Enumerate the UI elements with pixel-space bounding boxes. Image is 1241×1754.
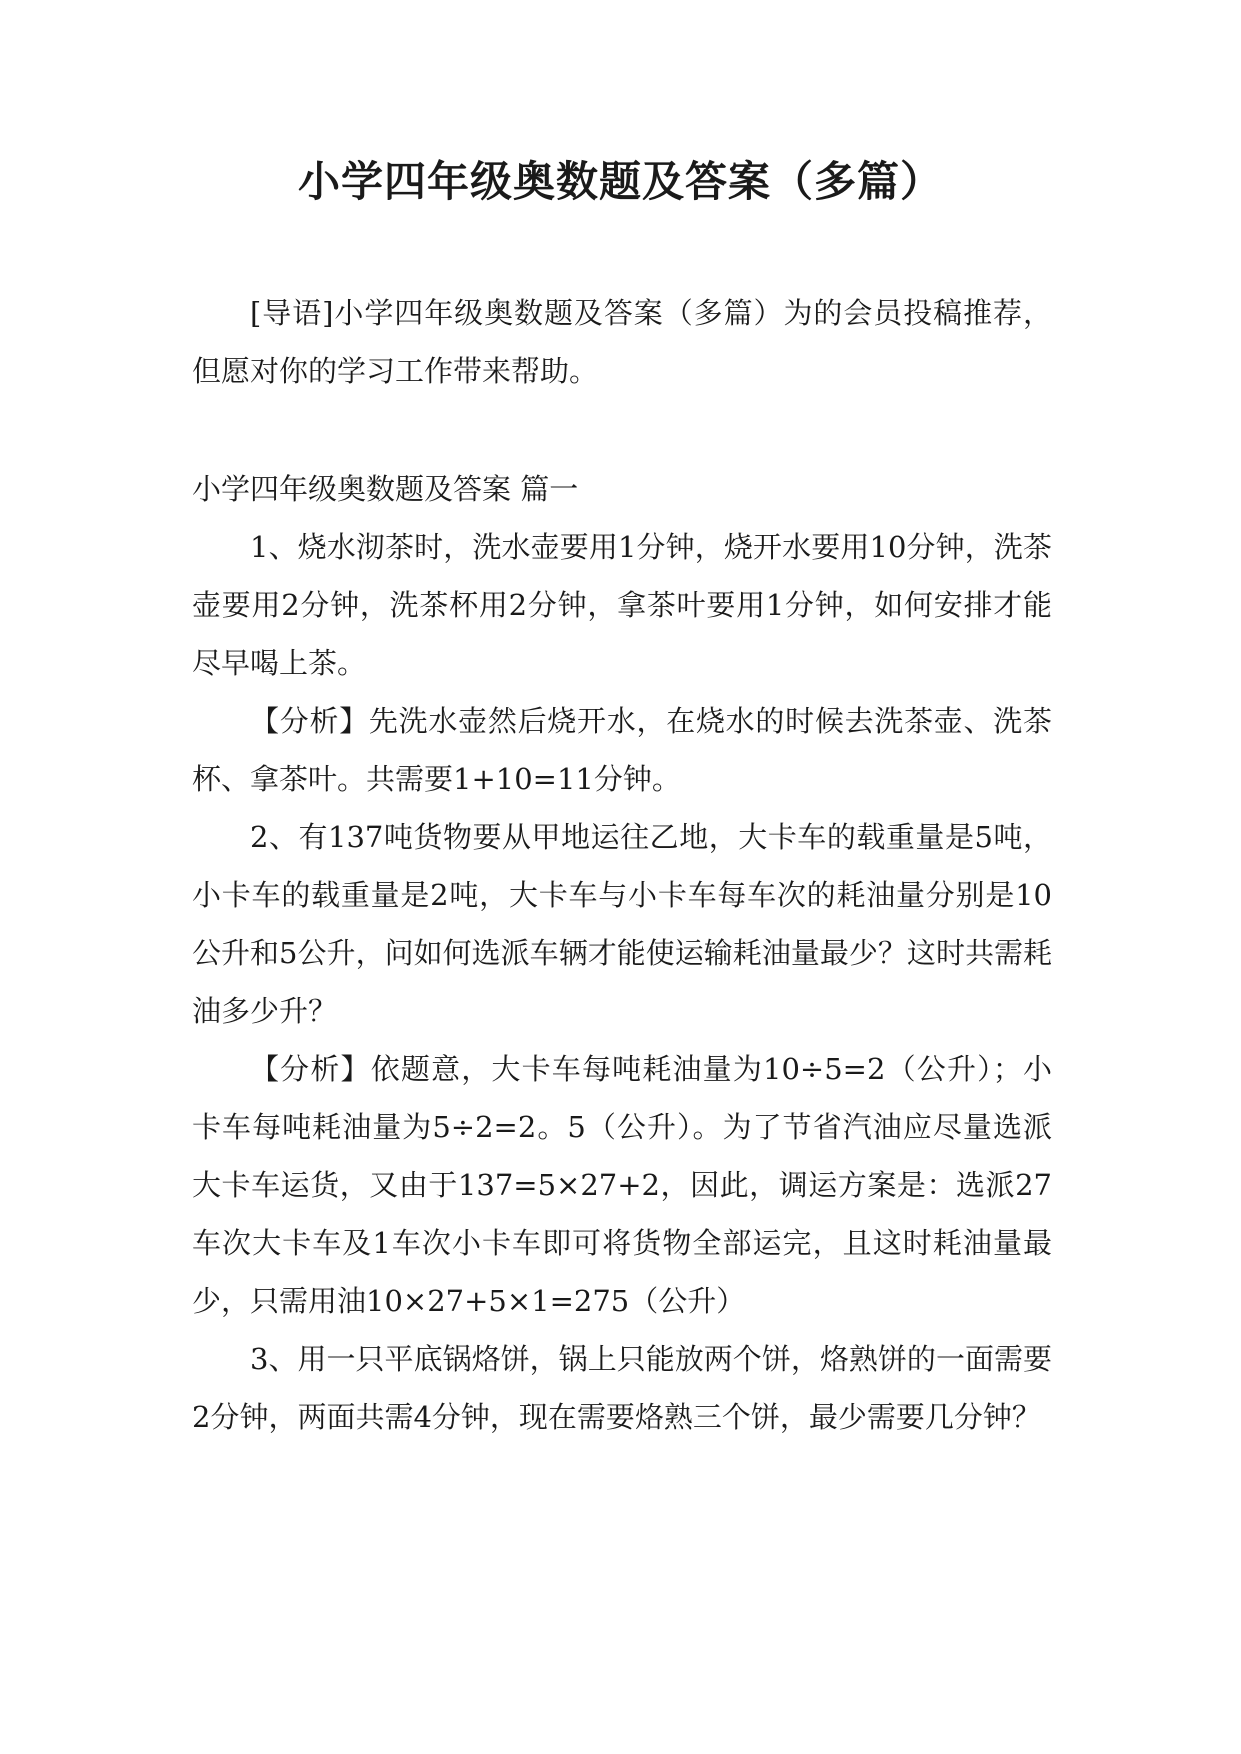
question-1: 1、烧水沏茶时，洗水壶要用1分钟，烧开水要用10分钟，洗茶壶要用2分钟，洗茶杯用2分钟，拿茶叶要用1分钟，如何安排才能尽早喝上茶。 xyxy=(192,530,1052,680)
question-2: 2、有137吨货物要从甲地运往乙地，大卡车的载重量是5吨，小卡车的载重量是2吨，大卡车与小卡车每车次的耗油量分别是10公升和5公升，问如何选派车辆才能使运输耗油量最少？这时共需耗油多少升？ xyxy=(192,820,1052,1028)
document-title: 小学四年级奥数题及答案（多篇） xyxy=(297,157,943,206)
question-3: 3、用一只平底锅烙饼，锅上只能放两个饼，烙熟饼的一面需要2分钟，两面共需4分钟，现在需要烙熟三个饼，最少需要几分钟？ xyxy=(192,1342,1052,1434)
analysis-2: 【分析】依题意，大卡车每吨耗油量为10÷5=2（公升）；小卡车每吨耗油量为5÷2=2。5（公升）。为了节省汽油应尽量选派大卡车运货，又由于137=5×27+2，因此，调运方案是：选派27车次大卡车及1车次小卡车即可将货物全部运完，且这时耗油量最少，只需用油10×27+5×1=275（公升） xyxy=(192,1052,1052,1318)
section-heading: 小学四年级奥数题及答案 篇一 xyxy=(192,472,579,506)
intro-paragraph: [导语]小学四年级奥数题及答案（多篇）为的会员投稿推荐，但愿对你的学习工作带来帮助。 xyxy=(192,296,1052,388)
article-body xyxy=(192,460,1052,1446)
analysis-1: 【分析】先洗水壶然后烧开水，在烧水的时候去洗茶壶、洗茶杯、拿茶叶。共需要1+10=11分钟。 xyxy=(192,704,1052,796)
intro-block xyxy=(192,284,1052,400)
